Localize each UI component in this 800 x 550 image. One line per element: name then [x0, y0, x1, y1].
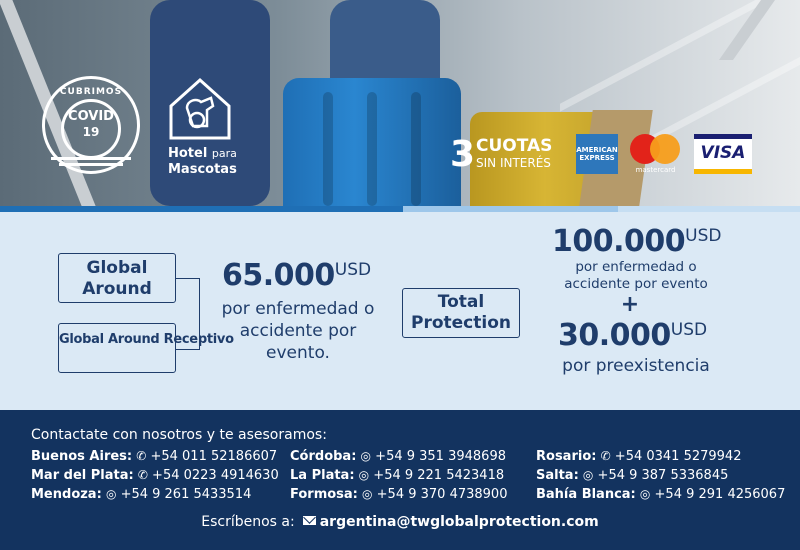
contact-phone[interactable]: +54 0341 5279942 [614, 449, 742, 464]
bracket-tick [176, 349, 180, 350]
pet-hotel-word: Hotel [168, 146, 208, 161]
total-protection-description-1: por enfermedad o accidente por evento [564, 259, 708, 292]
plan-total-protection [402, 288, 520, 338]
contact-row [31, 485, 279, 504]
total-protection-amount-1 [552, 224, 721, 259]
plan-global-around [58, 253, 176, 303]
whatsapp-icon: ◎ [639, 487, 651, 501]
covid-badge-top-text: CUBRIMOS [59, 87, 123, 97]
mastercard-logo [628, 134, 683, 174]
plan-receptivo-label: Global Around Receptivo [59, 332, 234, 347]
covid-badge-line [51, 157, 131, 160]
phone-icon: ✆ [136, 449, 147, 463]
total-protection-currency-1: USD [685, 226, 722, 246]
plus-sign: + [620, 292, 640, 317]
global-coverage-currency: USD [334, 260, 372, 280]
mail-icon [303, 516, 316, 525]
pet-hotel-pets: Mascotas [168, 162, 237, 177]
phone-icon: ✆ [600, 449, 611, 463]
total-protection-currency-2: USD [670, 320, 708, 340]
covid-badge-word: COVID [68, 109, 114, 124]
phone-icon: ✆ [137, 468, 148, 482]
contact-city: Buenos Aires: [31, 449, 133, 464]
plan-global-around-label: Global Around [82, 258, 152, 299]
contact-row [31, 447, 279, 466]
total-protection-value-1: 100.000 [552, 224, 686, 259]
contact-city: La Plata: [290, 468, 355, 483]
global-coverage-description: por enfermedad o accidente por evento. [221, 299, 375, 363]
contact-column [290, 447, 507, 504]
divider-stripe [0, 206, 800, 212]
contact-city: Córdoba: [290, 449, 357, 464]
contact-column [536, 447, 785, 504]
contact-city: Mendoza: [31, 487, 102, 502]
installments-title: CUOTAS [476, 136, 553, 156]
covid-badge-number: 19 [82, 125, 100, 139]
whatsapp-icon: ◎ [105, 487, 117, 501]
contact-city: Salta: [536, 468, 579, 483]
pet-hotel-label [168, 146, 237, 178]
total-protection-amount-2 [558, 318, 707, 353]
contact-phone[interactable]: +54 9 370 4738900 [376, 487, 508, 502]
email-contact [0, 514, 800, 530]
bracket-tick [176, 278, 180, 279]
contact-phone[interactable]: +54 9 261 5433514 [120, 487, 252, 502]
contact-row [536, 447, 785, 466]
contact-city: Mar del Plata: [31, 468, 134, 483]
email-address[interactable]: argentina@twglobalprotection.com [319, 514, 599, 530]
installments-subtitle: SIN INTERÉS [476, 156, 551, 170]
contact-row [536, 485, 785, 504]
mastercard-label: mastercard [635, 166, 676, 174]
amex-logo [576, 134, 618, 174]
contact-phone[interactable]: +54 0223 4914630 [152, 468, 279, 483]
total-protection-value-2: 30.000 [558, 318, 671, 353]
visa-label: VISA [700, 143, 746, 163]
contact-title: Contactate con nosotros y te asesoramos: [31, 427, 327, 443]
amex-line2: EXPRESS [579, 154, 615, 162]
contact-city: Rosario: [536, 449, 597, 464]
stair-step [560, 0, 800, 112]
contact-row [290, 485, 507, 504]
visa-logo [694, 134, 752, 174]
whatsapp-icon: ◎ [582, 468, 594, 482]
plan-total-protection-label: Total Protection [411, 292, 511, 333]
total-protection-description-2: por preexistencia [562, 356, 710, 376]
contact-city: Formosa: [290, 487, 358, 502]
contact-row [290, 466, 507, 485]
contact-phone[interactable]: +54 9 351 3948698 [375, 449, 506, 464]
contact-footer [0, 410, 800, 550]
contact-column [31, 447, 279, 504]
pet-hotel-connector: para [211, 147, 237, 160]
whatsapp-icon: ◎ [358, 468, 370, 482]
contact-phone[interactable]: +54 9 291 4256067 [654, 487, 786, 502]
hero-banner [0, 0, 800, 206]
email-label: Escríbenos a: [201, 514, 295, 530]
global-coverage-amount [222, 258, 371, 293]
covid-badge-line [59, 163, 123, 166]
pet-house-icon [167, 76, 233, 142]
blue-suitcase [283, 78, 461, 206]
installments-number: 3 [450, 134, 476, 175]
plan-global-around-receptivo [58, 323, 234, 373]
contact-phone[interactable]: +54 9 221 5423418 [373, 468, 505, 483]
contact-phone[interactable]: +54 011 52186607 [150, 449, 278, 464]
covid-coverage-badge [42, 76, 140, 174]
amex-line1: AMERICAN [576, 146, 618, 154]
whatsapp-icon: ◎ [360, 449, 372, 463]
plans-bracket [180, 278, 200, 350]
contact-row [290, 447, 507, 466]
whatsapp-icon: ◎ [362, 487, 373, 501]
contact-phone[interactable]: +54 9 387 5336845 [597, 468, 729, 483]
contact-row [536, 466, 785, 485]
global-coverage-value: 65.000 [222, 258, 335, 293]
contact-row [31, 466, 279, 485]
contact-city: Bahía Blanca: [536, 487, 636, 502]
